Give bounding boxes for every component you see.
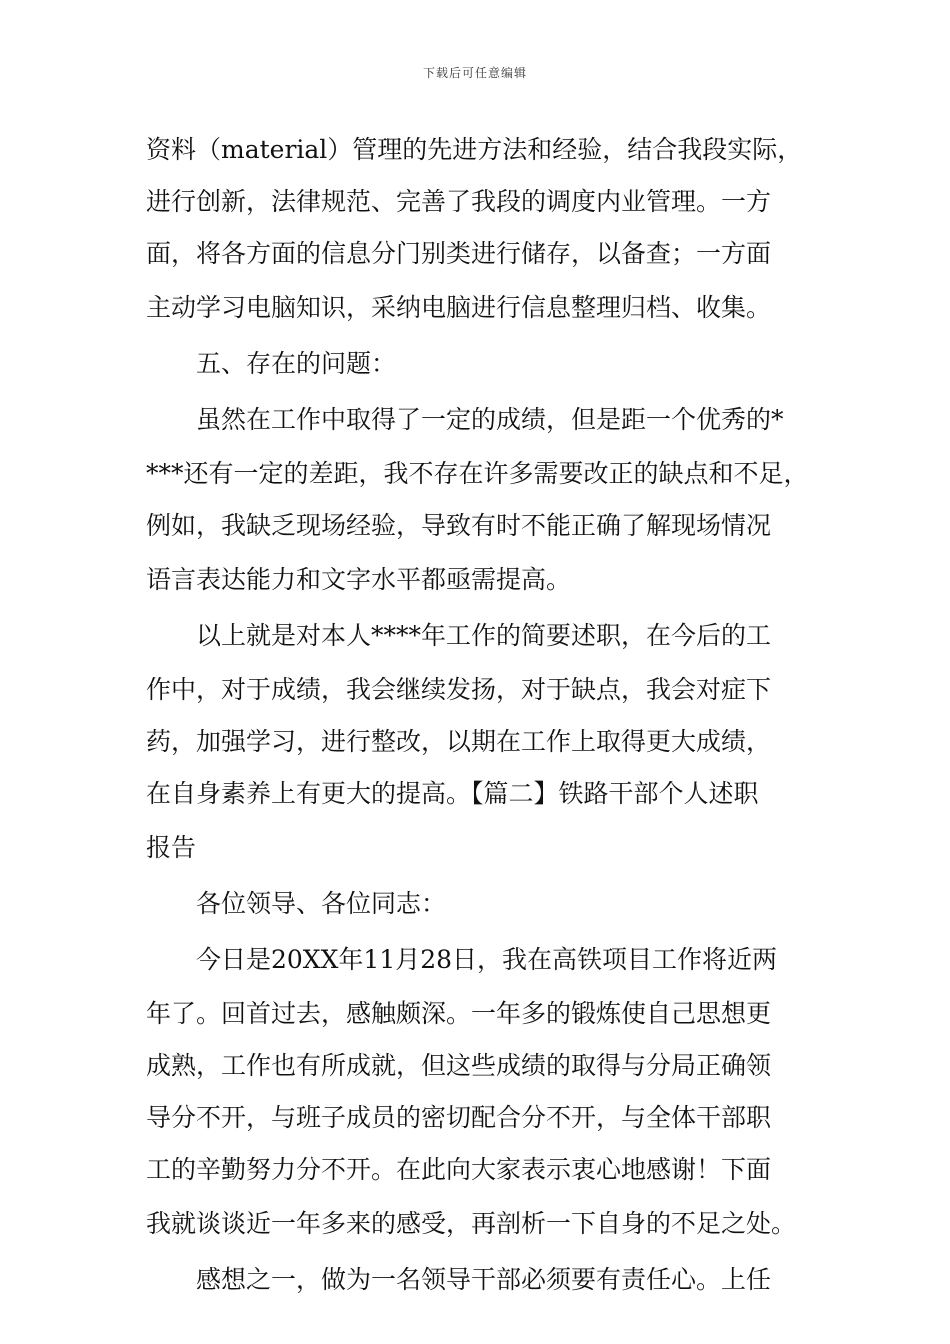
text-line: 虽然在工作中取得了一定的成绩，但是距一个优秀的* — [196, 405, 784, 434]
salutation: 各位领导、各位同志： — [196, 889, 447, 918]
text-line: 语言表达能力和文字水平都亟需提高。 — [146, 565, 572, 594]
document-body — [146, 124, 826, 1308]
text-line: 药，加强学习，进行整改，以期在工作上取得更大成绩， — [146, 727, 772, 756]
text-line: 年了。回首过去，感触颇深。一年多的锻炼使自己思想更 — [146, 999, 772, 1028]
text-line: 感想之一，做为一名领导干部必须要有责任心。上任 — [196, 1265, 772, 1294]
text-line: 面，将各方面的信息分门别类进行储存，以备查；一方面 — [146, 239, 772, 268]
section-heading: 五、存在的问题： — [196, 349, 397, 378]
text-line: 资料（material）管理的先进方法和经验，结合我段实际， — [146, 135, 803, 164]
text-line: 作中，对于成绩，我会继续发扬，对于缺点，我会对症下 — [146, 675, 772, 704]
text-line: ***还有一定的差距，我不存在许多需要改正的缺点和不足， — [146, 459, 809, 488]
text-line: 主动学习电脑知识，采纳电脑进行信息整理归档、收集。 — [146, 293, 772, 322]
text-line: 今日是20XX年11月28日，我在高铁项目工作将近两 — [196, 945, 778, 974]
text-line: 进行创新，法律规范、完善了我段的调度内业管理。一方 — [146, 187, 772, 216]
text-line: 例如，我缺乏现场经验，导致有时不能正确了解现场情况 — [146, 511, 772, 540]
page-header: 下载后可任意编辑 — [422, 66, 527, 80]
text-line: 导分不开，与班子成员的密切配合分不开，与全体干部职 — [146, 1103, 772, 1132]
text-line: 成熟，工作也有所成就，但这些成绩的取得与分局正确领 — [146, 1051, 772, 1080]
text-line: 以上就是对本人****年工作的简要述职，在今后的工 — [196, 621, 772, 650]
text-line: 报告 — [146, 833, 197, 862]
text-line: 我就谈谈近一年多来的感受，再剖析一下自身的不足之处。 — [146, 1209, 797, 1238]
text-line: 工的辛勤努力分不开。在此向大家表示衷心地感谢！下面 — [146, 1155, 772, 1184]
text-line: 在自身素养上有更大的提高。【篇二】铁路干部个人述职 — [146, 779, 759, 808]
